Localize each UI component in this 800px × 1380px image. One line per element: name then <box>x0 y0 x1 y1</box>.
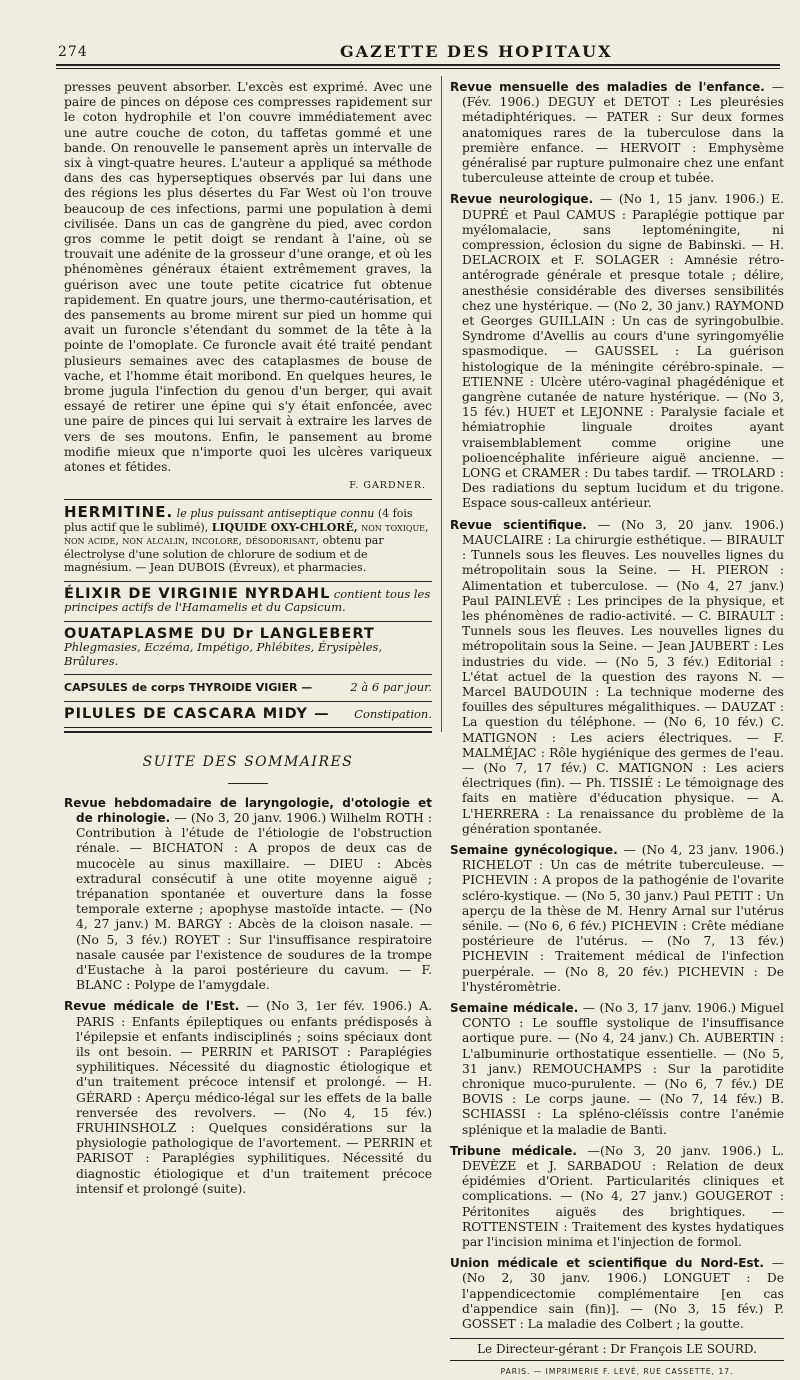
entry-body: —(No 3, 20 janv. 1906.) L. DEVÈZE et J. SARBADOU : Relation de deux épidémies d'Orient. Particularités cliniques et complications. — (No 4, 27 janv.) GOUGEROT : Péritonites aiguës des brightiques. — ROTTENSTEIN : Traitement des kystes hydatiques par l'incision minima et l'injection de formol. <box>462 1143 784 1250</box>
divider <box>64 674 432 675</box>
summary-entry <box>64 999 432 1197</box>
summary-entry <box>450 80 784 186</box>
journal-title: Tribune médicale. <box>450 1143 577 1158</box>
summary-entry <box>450 1144 784 1250</box>
ad-elixir <box>64 585 432 615</box>
advertisements <box>64 503 432 733</box>
entry-body: — (No 1, 15 janv. 1906.) E. DUPRÉ et Paul CAMUS : Paraplégie pottique par myélomalacie, sans leptoméningite, ni compression, éclosion du signe de Babinski. — H. DELACROIX et F. SOLAGER : Amnésie rétro-antérograde générale et presque totale ; délire, anesthésie considérable des diverses sensibilités chez une hystérique. — (No 2, 30 janv.) RAYMOND et Georges GUILLAIN : Un cas de syringobulbie. Syndrome d'Avellis au cours d'une syringomyélie spasmodique. — GAUSSEL : La guérison histologique de la méningite cérébro-spinale. — ETIENNE : Ulcère utéro-vaginal phagédénique et gangrène cutanée de nature hystérique. — (No 3, 15 fév.) HUET et LEJONNE : Paralysie faciale et hémiatrophie linguale droites ayant vraisemblablement comme origine une polioencéphalite inférieure aiguë ancienne. — LONG et CRAMER : Du tabes tardif. — TROLARD : Des radiations du septum lucidum et du trigone. Espace sous-calleux antérieur. <box>462 192 784 511</box>
ad-capsules <box>64 681 432 695</box>
ad-hermitine-text2: non toxique, non acide, non alcalin, incolore, désodorisant, <box>64 520 429 548</box>
ad-elixir-name: ÉLIXIR DE VIRGINIE NYRDAHL <box>64 585 331 602</box>
ad-capsules-tag: 2 à 6 par jour. <box>350 680 432 695</box>
double-divider <box>64 727 432 733</box>
left-column <box>64 80 432 1203</box>
summary-entry <box>450 192 784 511</box>
section-title-rule <box>228 783 268 784</box>
journal-title: Revue mensuelle des maladies de l'enfance. <box>450 80 765 94</box>
director-line: Le Directeur-gérant : Dr François LE SOURD. <box>477 1342 757 1357</box>
ad-ouataplasme <box>64 625 432 669</box>
ad-ouataplasme-tag: Phlegmasies, Eczéma, Impétigo, Phlébites, Érysipèles, Brûlures. <box>64 640 383 668</box>
divider <box>64 621 432 622</box>
entry-body: — (No 3, 17 janv. 1906.) Miguel CONTO : Le souffle systolique de l'insuffisance aortique pure. — (No 4, 24 janv.) Ch. AUBERTIN : L'albuminurie orthostatique essentielle. — (No 5, 31 janv.) REMOUCHAMPS : Sur la parotidite chronique muco-purulente. — (No 6, 7 fév.) DE BOVIS : Le corps jaune. — (No 7, 14 fév.) B. SCHIASSI : La spléno-cléïssis contre l'anémie splénique et la maladie de Banti. <box>462 1000 784 1137</box>
journal-title: Revue scientifique. <box>450 517 587 532</box>
ad-elixir-tag: contient tous les principes actifs de l'Hamamelis et du Capsicum. <box>64 586 431 615</box>
summary-entry <box>450 1001 784 1138</box>
ad-pilules <box>64 705 432 722</box>
ad-hermitine <box>64 503 432 575</box>
page-number: 274 <box>58 44 88 60</box>
right-column <box>450 80 784 1380</box>
journal-title: Union médicale et scientifique du Nord-Est. <box>450 1256 764 1271</box>
entry-body: — (No 2, 30 janv. 1906.) LONGUET : De l'appendicectomie complémentaire [en cas d'appendice sain (fin)]. — (No 3, 15 fév.) P. GOSSET : La maladie des Colbert ; la goutte. <box>462 1256 784 1332</box>
ad-hermitine-text3: obtenu par électrolyse d'une solution de chlorure de sodium et de magnésium. — Jean DUBOIS (Évreux), et pharmacies. <box>64 534 384 575</box>
summary-entry <box>450 518 784 837</box>
footer-rule <box>450 1338 784 1339</box>
header-rule-bottom <box>56 68 780 69</box>
ad-pilules-tag: Constipation. <box>354 706 432 721</box>
column-divider <box>441 76 442 732</box>
ad-hermitine-slogan: le plus puissant antiseptique connu <box>176 507 375 521</box>
entry-body: — (Fév. 1906.) DEGUY et DETOT : Les pleurésies métadiphtériques. — PATER : Sur deux formes anatomiques rares de la tuberculose dans la première enfance. — HERVOIT : Emphysème généralisé par rupture pulmonaire chez une enfant tuberculeuse atteinte de croup et tubée. <box>462 80 784 186</box>
article-signature: F. GARDNER. <box>349 480 426 492</box>
journal-title: Semaine gynécologique. <box>450 842 618 857</box>
summary-entry <box>450 843 784 995</box>
section-title: SUITE DES SOMMAIRES <box>142 754 354 771</box>
ad-ouataplasme-name: OUATAPLASME DU Dr LANGLEBERT <box>64 625 375 642</box>
ad-capsules-name: CAPSULES de corps THYROIDE VIGIER — <box>64 681 313 695</box>
journal-title: Revue neurologique. <box>450 192 594 207</box>
entry-body: — (No 3, 1er fév. 1906.) A. PARIS : Enfants épileptiques ou enfants prédisposés à l'épilepsie et enfants indisciplinés ; soins spéciaux dont ils ont besoin. — PERRIN et PARISOT : Paraplégies syphilitiques. Nécessité du diagnostic étiologique et d'un traitement précoce intensif et prolongé. — H. GÉRARD : Aperçu médico-légal sur les effets de la balle renversée des revolvers. — (No 4, 15 fév.) FRUHINSHOLZ : Quelques considérations sur la physiologie pathologique de l'avortement. — PERRIN et PARISOT : Paraplégies syphilitiques. Nécessité du diagnostic étiologique et d'un traitement précoce intensif et prolongé (suite). <box>76 999 433 1196</box>
journal-title: Semaine médicale. <box>450 1000 579 1015</box>
running-title: GAZETTE DES HOPITAUX <box>340 42 613 61</box>
summary-entry <box>64 796 432 994</box>
ad-hermitine-brand: HERMITINE. <box>64 503 174 522</box>
entry-body: — (No 3, 20 janv. 1906.) Wilhelm ROTH : Contribution à l'étude de l'étiologie de l'obstruction rénale. — BICHATON : A propos de deux cas de mucocèle au sinus maxillaire. — DIEU : Abcès extradural consécutif à une otite moyenne aiguë ; trépanation spontanée et ouverture dans la fosse temporale externe ; apophyse mastoïde intacte. — (No 4, 27 janv.) M. BARGY : Abcès de la cloison nasale. — (No 5, 3 fév.) ROYET : Sur l'insuffisance respiratoire nasale causée par l'existence de soudures de la trompe d'Eustache à la paroi postérieure du cavum. — F. BLANC : Polype de l'amygdale. <box>76 810 432 993</box>
divider <box>64 581 432 582</box>
journal-title: Revue hebdomadaire de laryngologie, d'otologie et de rhinologie. <box>64 795 432 825</box>
divider <box>64 499 432 500</box>
printer-line: PARIS. — IMPRIMERIE F. LEVÉ, RUE CASSETTE, 17. <box>500 1367 734 1377</box>
ad-pilules-name: PILULES DE CASCARA MIDY — <box>64 705 330 722</box>
footer <box>450 1338 784 1379</box>
ad-hermitine-text1: (4 fois plus actif que le sublimé), <box>64 507 413 534</box>
journal-title: Revue médicale de l'Est. <box>64 999 240 1014</box>
entry-body: — (No 4, 23 janv. 1906.) RICHELOT : Un cas de métrite tuberculeuse. — PICHEVIN : A propos de la pathogénie de l'ovarite scléro-kystique. — (No 5, 30 janv.) Paul PETIT : Un aperçu de la thèse de M. Henry Arnal sur l'utérus sénile. — (No 6, 6 fév.) PICHEVIN : Crête médiane postérieure de l'utérus. — (No 7, 13 fév.) PICHEVIN : Traitement médical de l'infection puerpérale. — (No 8, 20 fév.) PICHEVIN : De l'hystéromètrie. <box>462 842 784 994</box>
ad-hermitine-liquide: LIQUIDE OXY-CHLORÉ, <box>211 520 358 534</box>
summary-entry <box>450 1256 784 1332</box>
entry-body: — (No 3, 20 janv. 1906.) MAUCLAIRE : La chirurgie esthétique. — BIRAULT : Tunnels sous les fleuves. Les nouvelles lignes du métropolitain sous la Seine. — H. PIERON : Alimentation et tuberculose. — (No 4, 27 janv.) Paul PAINLEVÉ : Les principes de la physique, et les phénomènes de radio-activité. — C. BIRAULT : Tunnels sous les fleuves. Les nouvelles lignes du métropolitain sous la Seine. — Jean JAUBERT : Les industries du vide. — (No 5, 3 fév.) Editorial : L'état actuel de la question des rayons N. — Marcel BAUDOUIN : La technique moderne des fouilles des sépultures mégalithiques. — DAUZAT : La question du téléphone. — (No 6, 10 fév.) C. MATIGNON : Les aciers électriques. — F. MALMÉJAC : Rôle hygiénique des germes de l'eau. — (No 7, 17 fév.) C. MATIGNON : Les aciers électriques (fin). — Ph. TISSIÉ : Le témoignage des faits en matière d'éducation physique. — A. L'HERRERA : La renaissance du problème de la génération spontanée. <box>462 517 784 836</box>
article-text: presses peuvent absorber. L'excès est exprimé. Avec une paire de pinces on dépose ces compresses rapidement sur le coton hydrophile et l'on couvre immédiatement avec une autre couche de coton, du taffetas gommé et une bande. On renouvelle le pansement après un intervalle de six à vingt-quatre heures. L'auteur a appliqué sa méthode dans des cas hyperseptiques observés par lui dans une des régions les plus désertes du Far West où l'on trouve beaucoup de ces infections, parmi une population à demi civilisée. Dans un cas de gangrène du pied, avec cordon gros comme le petit doigt se rendant à l'aine, où se trouvait une adénite de la grosseur d'une orange, et où les phénomènes généraux étaient extrêmement graves, la guérison avec une toute petite cicatrice fut obtenue rapidement. En quatre jours, une thermo-cautérisation, et des pansements au brome mirent sur pied un homme qui avait un furoncle s'étendant du sommet de la tête à la pointe de l'omoplate. Ce furoncle avait été traité pendant plusieurs semaines avec des cataplasmes de bouse de vache, et l'homme était moribond. En quelques heures, le brome jugula l'infection du genou d'un berger, qui avait essayé de retirer une épine qui s'y était enfoncée, avec une paire de pinces qui lui servait à extraire les larves de vers de ses moutons. Enfin, le pansement au brome modifie mieux que n'importe quoi les ulcères variqueux atones et fétides. <box>64 80 432 475</box>
divider <box>64 701 432 702</box>
header-rule-top <box>56 64 780 66</box>
footer-rule <box>450 1360 784 1361</box>
